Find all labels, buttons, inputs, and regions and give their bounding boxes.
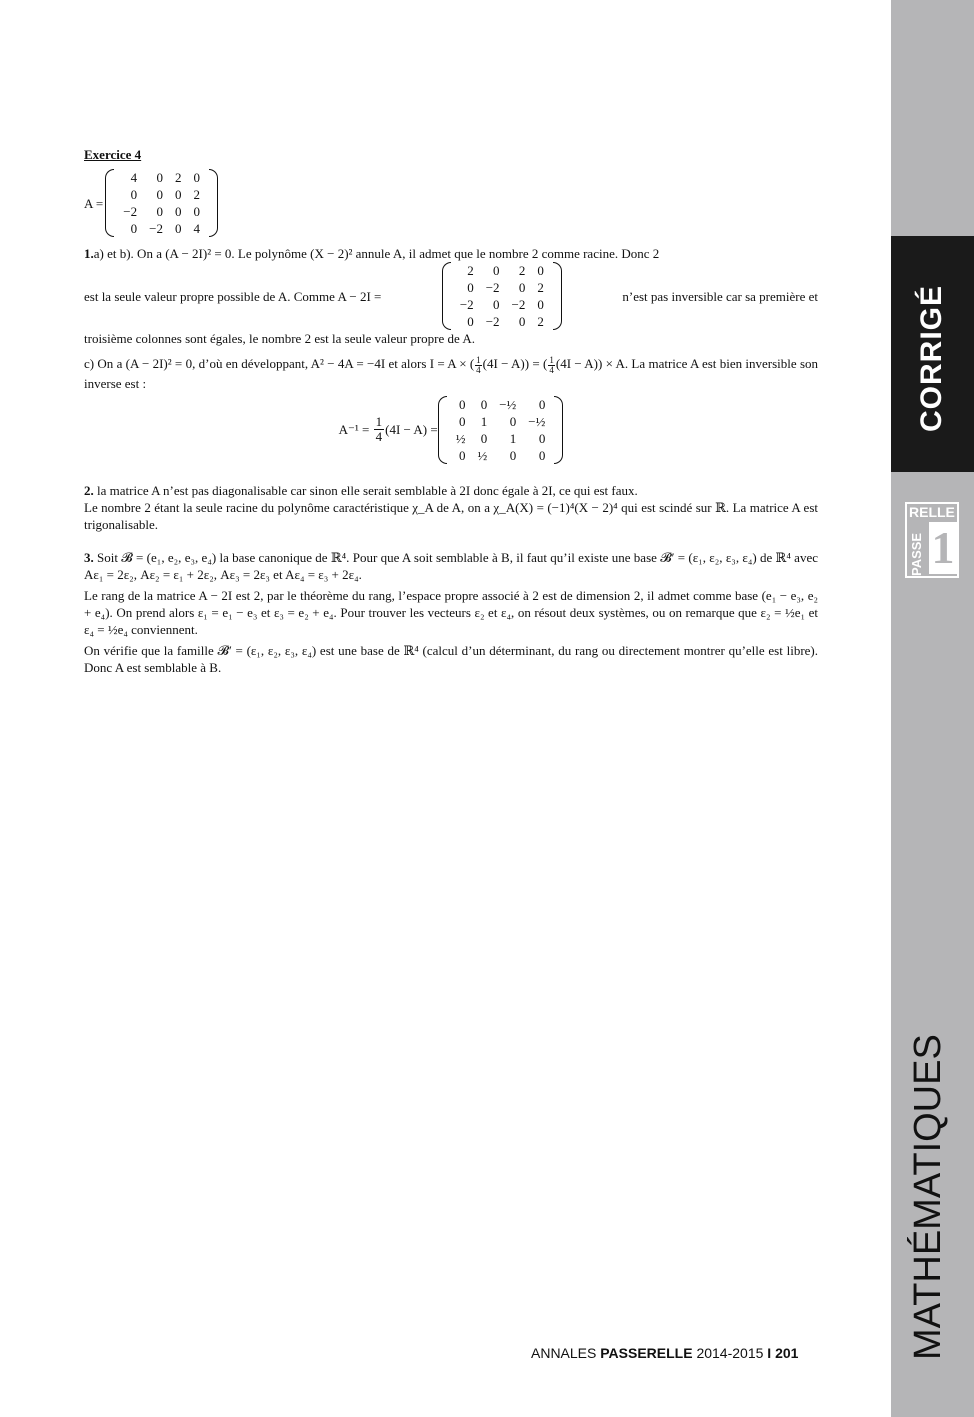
matrix-a-cell: −2 bbox=[123, 204, 138, 219]
q1c-text: c) On a (A − 2I)² = 0, d’où en développant, A² − 4A = −4I et alors I = A × ( $\frac{1}{4}$ (4I − A)) = ( $\frac{1}{4}$ (4I − A)) × A. La matrice A est bien inversible son inverse est : bbox=[84, 354, 819, 391]
matrix-a-definition bbox=[84, 169, 818, 237]
matrix-a-cell: 0 bbox=[174, 221, 182, 236]
matrix-a-cell: 0 bbox=[193, 204, 200, 219]
matrix-a-minus-2i-cell: 0 bbox=[493, 263, 500, 278]
matrix-a-cell: 0 bbox=[130, 187, 138, 202]
inverse-matrix-cell: 0 bbox=[538, 447, 546, 463]
inverse-matrix-cell: 0 bbox=[538, 396, 546, 412]
q2-line1: 2. la matrice A n’est pas diagonalisable car sinon elle serait semblable à 2I donc égale à 2I, ce qui est faux. bbox=[84, 482, 638, 498]
matrix-a-cell: 4 bbox=[130, 170, 138, 185]
matrix-a-minus-2i-cell: 0 bbox=[467, 280, 474, 295]
matrix-a-cell: −2 bbox=[149, 221, 163, 236]
matrix-a-label: A = bbox=[84, 195, 104, 211]
document-body bbox=[84, 146, 818, 676]
page-footer: ANNALES PASSERELLE 2014-2015 I 201 bbox=[531, 1345, 799, 1361]
matrix-a-minus-2i-cell: 2 bbox=[537, 314, 544, 329]
inverse-matrix-cell: 0 bbox=[480, 396, 488, 412]
inverse-matrix-cell: ½ bbox=[477, 447, 488, 463]
inverse-matrix-cell: 0 bbox=[509, 413, 517, 429]
matrix-a-minus-2i-cell: −2 bbox=[459, 297, 474, 312]
inverse-matrix bbox=[438, 396, 564, 464]
q2-line2: Le nombre 2 étant la seule racine du polynôme caractéristique χ_A de A, on a χ_A(X) = (−1)⁴(X − 2)⁴ qui est scindé sur ℝ. La matrice A est trigonalisable. bbox=[84, 499, 818, 532]
passerelle-logo: RELLE PASSE 1 bbox=[905, 502, 959, 578]
inverse-matrix-cell: 0 bbox=[458, 396, 466, 412]
inverse-matrix-cell: 0 bbox=[458, 413, 466, 429]
inverse-matrix-cell: 1 bbox=[509, 430, 517, 446]
inverse-matrix-cell: −½ bbox=[528, 413, 546, 429]
inverse-matrix-cell: 0 bbox=[480, 430, 488, 446]
matrix-a-cell: 0 bbox=[156, 187, 163, 202]
matrix-a-cell: 0 bbox=[174, 187, 182, 202]
q1-line-b: est la seule valeur propre possible de A. Comme A − 2I = 2 0 2 0 0 −2 0 2 −2 0 −2 0 0 −2 0 2 n’est pas inversible car sa première et bbox=[84, 263, 818, 329]
matrix-a-minus-2i-cell: 0 bbox=[537, 263, 544, 278]
inverse-matrix-cell: 0 bbox=[509, 447, 517, 463]
inverse-matrix-cell: −½ bbox=[499, 396, 517, 412]
matrix-a-minus-2i-cell: 0 bbox=[518, 280, 526, 295]
inverse-matrix-cell: 1 bbox=[480, 413, 488, 429]
matrix-a-cell: 4 bbox=[193, 221, 200, 236]
matrix-a-minus-2i-cell: 0 bbox=[537, 297, 544, 312]
matrix-a-minus-2i-cell: 0 bbox=[467, 314, 474, 329]
subject-label: MATHÉMATIQUES bbox=[907, 1034, 949, 1360]
inverse-matrix-cell: 0 bbox=[538, 430, 546, 446]
matrix-a-minus-2i-cell: 2 bbox=[467, 263, 474, 278]
matrix-a-minus-2i bbox=[442, 262, 562, 330]
matrix-a-minus-2i-cell: −2 bbox=[485, 280, 500, 295]
matrix-a-cell: 0 bbox=[156, 170, 163, 185]
matrix-a-cell: 0 bbox=[174, 204, 182, 219]
matrix-a-cell: 0 bbox=[156, 204, 163, 219]
matrix-a bbox=[105, 169, 218, 237]
matrix-a-minus-2i-cell: 2 bbox=[518, 263, 526, 278]
matrix-a-minus-2i-cell: −2 bbox=[511, 297, 526, 312]
matrix-a-minus-2i-cell: 2 bbox=[537, 280, 544, 295]
q1-line-c: troisième colonnes sont égales, le nombre 2 est la seule valeur propre de A. bbox=[84, 331, 475, 346]
matrix-a-minus-2i-cell: 0 bbox=[493, 297, 500, 312]
matrix-a-minus-2i-cell: 0 bbox=[518, 314, 526, 329]
section-label: CORRIGÉ bbox=[915, 284, 948, 432]
inverse-matrix-cell: 0 bbox=[458, 447, 466, 463]
matrix-a-minus-2i-cell: −2 bbox=[485, 314, 500, 329]
q3-paragraph3: On vérifie que la famille 𝓑′ = (ε₁, ε₂, ε₃, ε₄) est une base de ℝ⁴ (calcul d’un déterminant, du rang ou directement montrer qu’elle est libre). Donc A est semblable à B. bbox=[84, 642, 818, 675]
q1-line-a: 1.a) et b). On a (A − 2I)² = 0. Le polynôme (X − 2)² annule A, il admet que le nombre 2 comme racine. Donc 2 bbox=[84, 246, 660, 261]
matrix-a-cell: 2 bbox=[174, 170, 182, 185]
q3-paragraph2: Le rang de la matrice A − 2I est 2, par le théorème du rang, l’espace propre associé à 2 est de dimension 2, il admet comme base (e₁ − e₃, e₂ + e₄). On prend alors ε₁ = e₁ − e₃ et ε₃ = e₂ + e₄. Pour trouver les vecteurs ε₂ et ε₄, on résout deux systèmes, ou on remarque que ε₂ = ½e₁ et ε₄ = ½e₄ conviennent. bbox=[84, 587, 818, 637]
matrix-a-cell: 0 bbox=[130, 221, 138, 236]
inverse-matrix-cell: ½ bbox=[455, 430, 466, 446]
inverse-equation: A⁻¹ = $\frac{1}{4}$ (4I − A) = 0 0 −½ 0 0 1 0 −½ ½ 0 1 0 0 ½ 0 0 bbox=[84, 396, 818, 464]
exercise-title: Exercice 4 bbox=[84, 147, 142, 162]
matrix-a-cell: 2 bbox=[193, 187, 200, 202]
matrix-a-cell: 0 bbox=[193, 170, 200, 185]
q3-paragraph1: 3. Soit 𝓑 = (e₁, e₂, e₃, e₄) la base canonique de ℝ⁴. Pour que A soit semblable à B, il faut qu’il existe une base 𝓑′ = (ε₁, ε₂, ε₃, ε₄) de ℝ⁴ avec Aε₁ = 2ε₂, Aε₂ = ε₁ + 2ε₂, Aε₃ = 2ε₃ et Aε₄ = ε₃ + 2ε₄. bbox=[84, 549, 818, 582]
